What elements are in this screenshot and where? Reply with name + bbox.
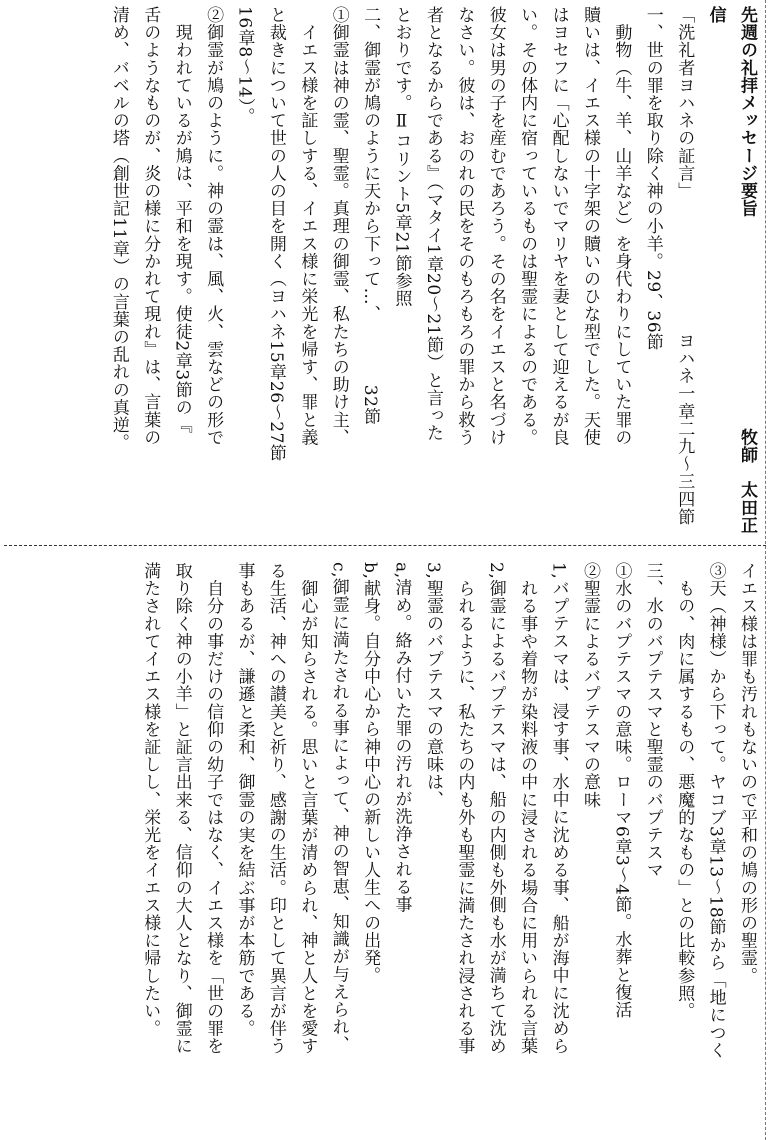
- sermon-title: 「洗礼者ヨハネの証言」 ヨハネ一章二九～三四節: [674, 6, 695, 526]
- text-column: 一、世の罪を取り除く神の小羊。29、36節: [642, 6, 663, 351]
- text-column: られるように、私たちの内も外も聖霊に満たされ浸される事: [454, 562, 475, 1055]
- text-column: 贖いは、イエス様の十字架の贖いのひな型でした。天使: [579, 6, 600, 446]
- text-column: 三、水のバプテスマと聖霊のバプテスマ: [642, 562, 663, 879]
- text-column: い。その体内に宿っているものは聖霊によるのである。: [517, 6, 538, 446]
- text-column: a,清め。絡み付いた罪の汚れが洗浄される事: [391, 562, 412, 914]
- text-column: c,御霊に満たされる事によって、神の智恵、知識が与えられ、: [328, 562, 349, 1054]
- text-column: 事もあるが、謙遜と柔和、御霊の実を結ぶ事が本筋である。: [234, 562, 255, 1038]
- text-column: ②御霊が鳩のように。神の霊は、風、火、雲などの形で: [203, 6, 224, 446]
- text-column: 現われているが鳩は、平和を現す。使徒2章3節の『: [171, 6, 192, 434]
- text-column: ①御霊は神の霊、聖霊。真理の御霊、私たちの助け主、: [328, 6, 349, 446]
- page-edge-line: [765, 0, 766, 1140]
- text-column: 動物（牛、羊、山羊など）を身代わりにしていた罪の: [611, 6, 632, 446]
- text-column: ③天（神様）から下って。ヤコブ3章13～18節から「地につく: [705, 562, 726, 1060]
- text-column: る生活、神への讃美と祈り、感謝の生活。印として異言が伴う: [265, 562, 286, 1055]
- section-divider: [4, 545, 766, 546]
- text-column: 3,聖霊のバプテスマの意味は、: [422, 562, 443, 809]
- text-column: 取り除く神の小羊」と証言出来る、信仰の大人となり、御霊に: [171, 562, 192, 1055]
- text-column: 彼女は男の子を産むであろう。その名をイエスと名づけ: [485, 6, 506, 446]
- text-column: もの、肉に属するもの、悪魔的なもの」との比較参照。: [674, 562, 695, 1020]
- text-column: 満たされてイエス様を証しし、栄光をイエス様に帰したい。: [140, 562, 161, 1038]
- text-column: 清め、バベルの塔（創世記11章）の言葉の乱れの真逆。: [108, 6, 129, 452]
- text-column: イエス様は罪も汚れもないので平和の鳩の形の聖霊。: [737, 562, 757, 985]
- text-column: 二、御霊が鳩のように天から下って…、 32節: [360, 6, 381, 426]
- bulletin-header: 先週の礼拝メッセージ要旨 牧師 太田正信: [705, 6, 757, 534]
- text-column: と裁きについて世の人の目を開く（ヨハネ15章26～27節: [265, 6, 286, 462]
- text-column: 御心が知らされる。思いと言葉が清められ、神と人とを愛す: [297, 562, 318, 1055]
- text-column: 者となるからである』（マタイ1章20～21節）と言った: [422, 6, 443, 442]
- text-column: れる事や着物が染料液の中に浸される場合に用いられる言葉: [517, 562, 538, 1055]
- text-column: 自分の事だけの信仰の幼子ではなく、イエス様を「世の罪を: [203, 562, 224, 1055]
- text-column: イエス様を証しする、イエス様に栄光を帰す、罪と義: [297, 6, 318, 446]
- text-column: 舌のようなものが、炎の様に分かれて現れ』は、言葉の: [140, 6, 161, 446]
- text-column: 1,バプテスマは、浸す事、水中に沈める事、船が海中に沈めら: [548, 562, 569, 1055]
- text-column: はヨセフに「心配しないでマリヤを妻として迎えるが良: [548, 6, 569, 446]
- upper-text-block: [8, 6, 762, 538]
- lower-text-block: [8, 562, 762, 1134]
- text-column: ②聖霊によるバプテスマの意味: [579, 562, 600, 809]
- text-column: 16章8～14）。: [234, 6, 255, 125]
- text-column: なさい。彼は、おのれの民をそのもろもろの罪から救う: [454, 6, 475, 446]
- text-column: b,献身。自分中心から神中心の新しい人生への出発。: [360, 562, 381, 985]
- text-column: とおりです。Ⅱコリント5章21節参照: [391, 6, 412, 308]
- text-column: 2,御霊によるバプテスマは、船の内側も外側も水が満ちて沈め: [485, 562, 506, 1055]
- text-column: ①水のバプテスマの意味。ローマ6章3～4節。水葬と復活: [611, 562, 632, 1019]
